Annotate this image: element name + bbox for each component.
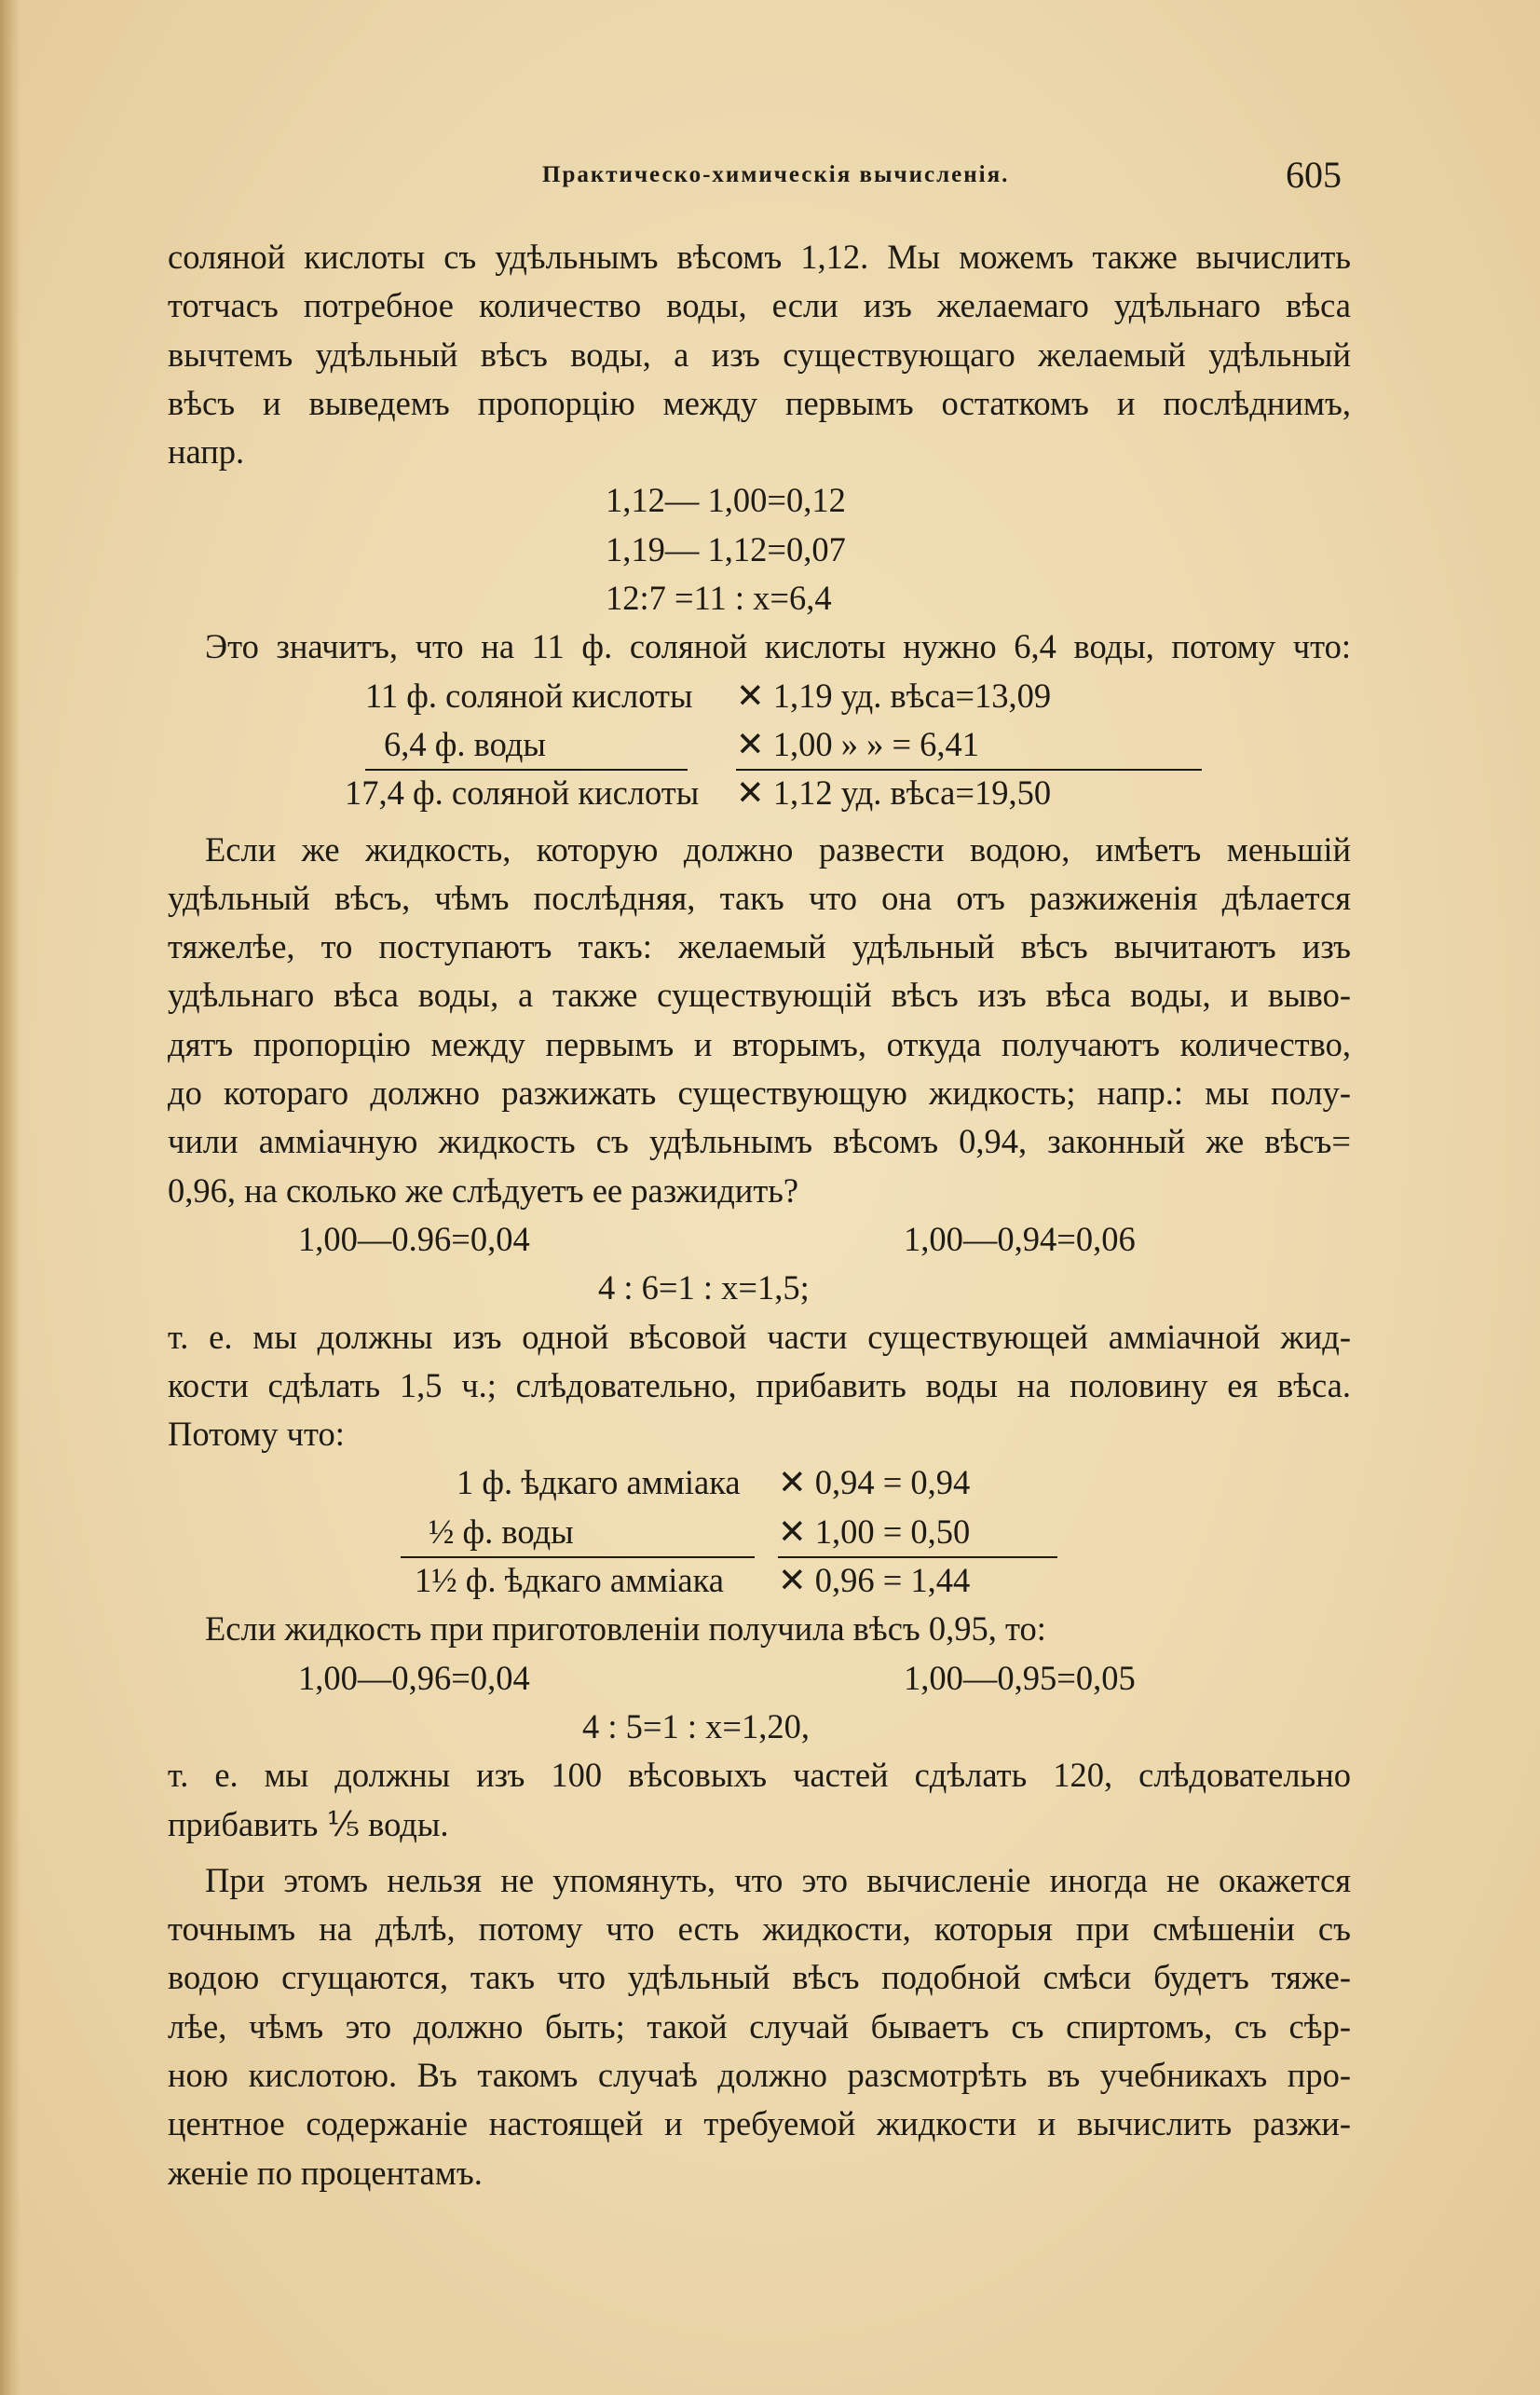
table-row: [168, 769, 1351, 817]
text-line: ною кислотою. Въ такомъ случаѣ должно разсмотрѣть въ учебникахъ про-: [168, 2055, 1351, 2094]
table-item: 1 ф. ѣдкаго амміака: [457, 1463, 741, 1502]
equation-row: [168, 1215, 1351, 1264]
table-item: ½ ф. воды: [401, 1508, 755, 1558]
text-line: женіе по процентамъ.: [168, 2153, 483, 2192]
calculation-table-2: [168, 1458, 1351, 1605]
equation-line: 1,12— 1,00=0,12: [606, 481, 846, 520]
paragraph-1: [168, 233, 1351, 476]
table-item: 17,4 ф. соляной кислоты: [345, 773, 700, 813]
page-body: [168, 233, 1351, 2197]
table-factor: ✕ 1,12 уд. вѣса=19,50: [736, 773, 1052, 813]
text-line: т. е. мы должны изъ одной вѣсовой части существующей амміачной жид-: [168, 1317, 1351, 1356]
text-line: чили амміачную жидкость съ удѣльнымъ вѣсомъ 0,94, законный же вѣсъ=: [168, 1122, 1351, 1161]
calculation-2: [168, 1215, 1351, 1313]
equation-line: 1,19— 1,12=0,07: [606, 529, 846, 568]
text-line: 0,96, на сколько же слѣдуетъ ее разжидить?: [168, 1170, 799, 1210]
equation-line: 12:7 =11 : x=6,4: [606, 579, 832, 618]
text-line: т. е. мы должны изъ 100 вѣсовыхъ частей сдѣлать 120, слѣдовательно: [168, 1756, 1351, 1795]
table-factor: ✕ 0,94 = 0,94: [778, 1463, 971, 1502]
table-factor: ✕ 1,19 уд. вѣса=13,09: [736, 676, 1052, 715]
table-factor: ✕ 0,96 = 1,44: [778, 1561, 971, 1600]
text-line: вѣсъ и выведемъ пропорцію между первымъ остаткомъ и послѣднимъ,: [168, 383, 1351, 422]
equation-left: 1,00—0.96=0,04: [298, 1219, 530, 1258]
paragraph-6: [168, 1751, 1351, 1849]
page-number: 605: [1286, 154, 1342, 196]
text-line: прибавить ⅕ воды.: [168, 1804, 449, 1843]
equation-center: 4 : 5=1 : x=1,20,: [582, 1706, 810, 1745]
table-row: [168, 720, 1351, 769]
text-line: до котораго должно разжижать существующую жидкость; напр.: мы полу-: [168, 1074, 1351, 1113]
table-item: 1½ ф. ѣдкаго амміака: [415, 1561, 724, 1600]
equation-left: 1,00—0,96=0,04: [298, 1658, 530, 1697]
calculation-1: [168, 476, 1351, 623]
table-row: [168, 672, 1351, 720]
page-binding-edge: [0, 0, 20, 2395]
equation-right: 1,00—0,95=0,05: [904, 1658, 1136, 1697]
calculation-table-1: [168, 672, 1351, 818]
text-line: соляной кислоты съ удѣльнымъ вѣсомъ 1,12. Мы можемъ также вычислить: [168, 238, 1351, 276]
equation-right: 1,00—0,94=0,06: [904, 1219, 1136, 1258]
table-row: [168, 1556, 1351, 1605]
text-line: тотчасъ потребное количество воды, если изъ желаемаго удѣльнаго вѣса: [168, 286, 1351, 325]
paragraph-5: Если жидкость при приготовленіи получила вѣсъ 0,95, то:: [205, 1609, 1046, 1649]
table-row: [168, 1458, 1351, 1507]
table-item: 11 ф. соляной кислоты: [365, 676, 693, 715]
text-line: Потому что:: [168, 1415, 345, 1454]
text-line: Если же жидкость, которую должно развести водою, имѣетъ меньшій: [205, 829, 1351, 869]
text-line: дятъ пропорцію между первымъ и вторымъ, откуда получаютъ количество,: [168, 1024, 1351, 1063]
text-line: удѣльный вѣсъ, чѣмъ послѣдняя, такъ что она отъ разжиженія дѣлается: [168, 878, 1351, 917]
text-line: водою сгущаются, такъ что удѣльный вѣсъ подобной смѣси будетъ тяже-: [168, 1958, 1351, 1997]
table-row: [168, 1508, 1351, 1556]
equation-row: [168, 1654, 1351, 1703]
table-factor: ✕ 1,00 » » = 6,41: [736, 720, 1202, 771]
text-line: точнымъ на дѣлѣ, потому что есть жидкости, которыя при смѣшеніи съ: [168, 1909, 1351, 1949]
text-line: напр.: [168, 432, 245, 472]
running-title: Практическо-химическія вычисленія.: [542, 162, 1010, 187]
text-line: центное содержаніе настоящей и требуемой жидкости и вычислить разжи-: [168, 2104, 1351, 2143]
text-line: тяжелѣе, то поступаютъ такъ: желаемый удѣльный вѣсъ вычитаютъ изъ: [168, 927, 1351, 966]
text-line: удѣльнаго вѣса воды, а также существующій вѣсъ изъ вѣса воды, и выво-: [168, 976, 1351, 1015]
paragraph-3: [168, 826, 1351, 1215]
paragraph-2: Это значитъ, что на 11 ф. соляной кислоты нужно 6,4 воды, потому что:: [205, 627, 1351, 666]
paragraph-7: [168, 1856, 1351, 2197]
calculation-3: [168, 1654, 1351, 1752]
paragraph-4: [168, 1313, 1351, 1459]
equation-center: 4 : 6=1 : x=1,5;: [598, 1268, 810, 1307]
text-line: При этомъ нельзя не упомянуть, что это вычисленіе иногда не окажется: [205, 1860, 1351, 1899]
running-header: [0, 154, 1540, 196]
table-item: 6,4 ф. воды: [365, 720, 688, 771]
text-line: кости сдѣлать 1,5 ч.; слѣдовательно, прибавить воды на половину ея вѣса.: [168, 1365, 1351, 1404]
table-factor: ✕ 1,00 = 0,50: [778, 1508, 1057, 1558]
text-line: вычтемъ удѣльный вѣсъ воды, а изъ существующаго желаемый удѣльный: [168, 335, 1351, 374]
text-line: лѣе, чѣмъ это должно быть; такой случай бываетъ съ спиртомъ, съ сѣр-: [168, 2006, 1351, 2046]
